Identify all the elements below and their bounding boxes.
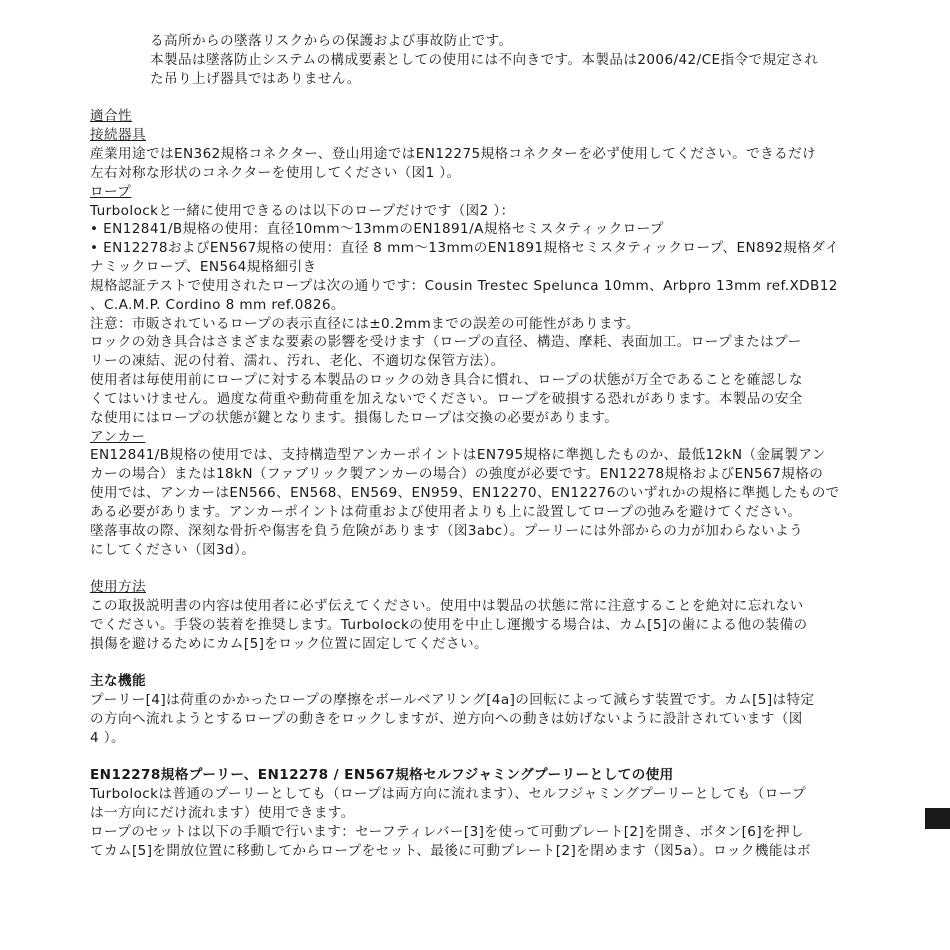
- section-heading-usage: 使用方法: [90, 579, 146, 595]
- body-text-line: の方向へ流れようとするロープの動きをロックしますが、逆方向への動きは妨げないように設計されています（図: [90, 711, 803, 727]
- body-text-line: 4 ）。: [90, 730, 125, 746]
- body-text-line: くてはいけません。過度な荷重や動荷重を加えないでください。ロープを破損する恐れがあります。本製品の安全: [90, 391, 803, 407]
- body-text-line: この取扱説明書の内容は使用者に必ず伝えてください。使用中は製品の状態に常に注意することを絶対に忘れない: [90, 598, 804, 614]
- body-text-line: でください。手袋の装着を推奨します。Turbolockの使用を中止し運搬する場合は、カム[5]の歯による他の装備の: [90, 617, 808, 633]
- intro-text-line: た吊り上げ器具ではありません。: [150, 71, 361, 87]
- subheading-rope: ロープ: [90, 184, 132, 200]
- note-text-line: 注意：市販されているロープの表示直径には±0.2mmまでの誤差の可能性があります。: [90, 316, 640, 332]
- page-edge-tab-marker: [925, 808, 950, 829]
- body-text-line: 、C.A.M.P. Cordino 8 mm ref.0826。: [90, 297, 345, 313]
- section-heading-main-functions: 主な機能: [90, 673, 146, 689]
- section-heading-conformity: 適合性: [90, 108, 132, 124]
- body-text-line: EN12841/B規格の使用では、支持構造型アンカーポイントはEN795規格に準拠したものか、最低12kN（金属製アン: [90, 447, 826, 463]
- intro-text-line: る高所からの墜落リスクからの保護および事故防止です。: [150, 33, 513, 49]
- body-text-line: てカム[5]を開放位置に移動してからロープをセット、最後に可動プレート[2]を閉めます（図5a）。ロック機能はボ: [90, 843, 811, 859]
- bullet-item-continuation: ナミックロープ、EN564規格細引き: [90, 259, 317, 275]
- body-text-line: プーリー[4]は荷重のかかったロープの摩擦をボールベアリング[4a]の回転によって減らす装置です。カム[5]は特定: [90, 692, 815, 708]
- body-text-line: ロックの効き具合はさまざまな要素の影響を受けます（ロープの直径、構造、摩耗、表面加工。ロープまたはプー: [90, 334, 802, 350]
- body-text-line: Turbolockは普通のプーリーとしても（ロープは両方向に流れます）、セルフジャミングプーリーとしても（ロープ: [90, 786, 807, 802]
- section-heading-pulley-use: EN12278規格プーリー、EN12278 / EN567規格セルフジャミングプーリーとしての使用: [90, 767, 674, 783]
- body-text-line: 使用では、アンカーはEN566、EN568、EN569、EN959、EN12270、EN12276のいずれかの規格に準拠したもので: [90, 485, 840, 501]
- body-text-line: 墜落事故の際、深刻な骨折や傷害を負う危険があります（図3abc）。プーリーには外部からの力が加わらないよう: [90, 523, 804, 539]
- body-text-line: リーの凍結、泥の付着、濡れ、汚れ、老化、不適切な保管方法）。: [90, 353, 505, 369]
- body-text-line: にしてください（図3d）。: [90, 542, 256, 558]
- intro-text-line: 本製品は墜落防止システムの構成要素としての使用には不向きです。本製品は2006/42/CE指令で規定され: [150, 52, 819, 68]
- bullet-item: • EN12841/B規格の使用：直径10mm〜13mmのEN1891/A規格セミスタティックロープ: [90, 221, 664, 237]
- body-text-line: カーの場合）または18kN（ファブリック製アンカーの場合）の強度が必要です。EN12278規格およびEN567規格の: [90, 466, 824, 482]
- subheading-anchors: アンカー: [90, 429, 146, 445]
- body-text-line: 損傷を避けるためにカム[5]をロック位置に固定してください。: [90, 636, 489, 652]
- body-text-line: な使用にはロープの状態が鍵となります。損傷したロープは交換の必要があります。: [90, 410, 619, 426]
- body-text-line: は一方向にだけ流れます）使用できます。: [90, 805, 355, 821]
- body-text-line: 規格認証テストで使用されたロープは次の通りです：Cousin Trestec Spelunca 10mm、Arbpro 13mm ref.XDB12: [90, 278, 838, 294]
- body-text-line: 産業用途ではEN362規格コネクター、登山用途ではEN12275規格コネクターを必ず使用してください。できるだけ: [90, 146, 817, 162]
- body-text-line: Turbolockと一緒に使用できるのは以下のロープだけです（図2 ）：: [90, 203, 515, 219]
- body-text-line: ある必要があります。アンカーポイントは荷重および使用者よりも上に設置してロープの弛みを避けてください。: [90, 504, 802, 520]
- subheading-connectors: 接続器具: [90, 127, 146, 143]
- body-text-line: 左右対称な形状のコネクターを使用してください（図1 ）。: [90, 165, 461, 181]
- bullet-item: • EN12278およびEN567規格の使用：直径 8 mm〜13mmのEN1891規格セミスタティックロープ、EN892規格ダイ: [90, 240, 839, 256]
- body-text-line: ロープのセットは以下の手順で行います：セーフティレバー[3]を使って可動プレート[2]を開き、ボタン[6]を押し: [90, 824, 805, 840]
- body-text-line: 使用者は毎使用前にロープに対する本製品のロックの効き具合に慣れ、ロープの状態が万全であることを確認しな: [90, 372, 803, 388]
